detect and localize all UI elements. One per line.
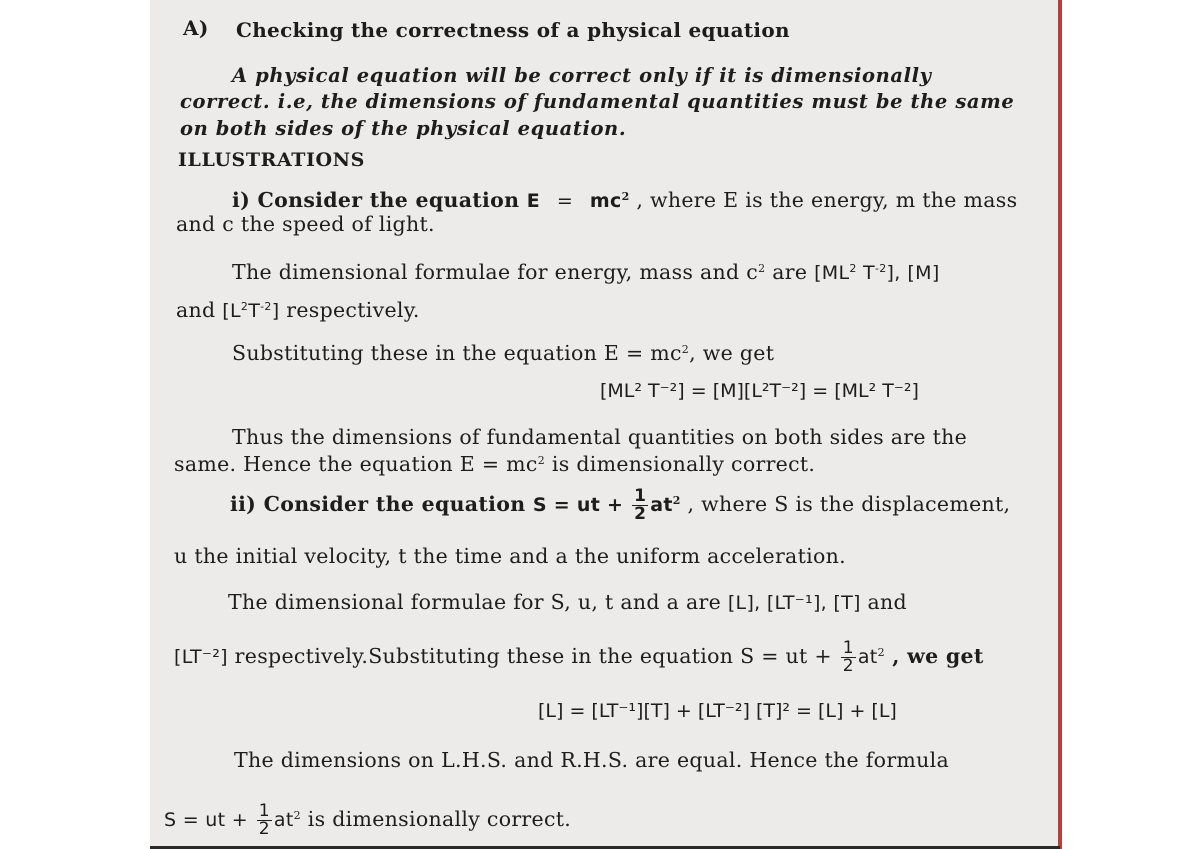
illustrations-heading: ILLUSTRATIONS [178, 149, 365, 171]
section-title: Checking the correctness of a physical equation [236, 18, 790, 42]
ex1-dim-c [222, 300, 279, 322]
ex2-dim-line [228, 590, 907, 614]
ex2-line-2: u the initial velocity, t the time and a the uniform acceleration. [174, 544, 846, 568]
ex1-dim-energy-end: ], [886, 262, 901, 284]
ex1-c-exp: 2 [758, 262, 766, 275]
ex2-subst-end: at [857, 646, 878, 668]
ex1-dim-c-end: ] [271, 300, 280, 322]
ex1-line-1 [232, 188, 1017, 212]
ex1-eq-sign: = [556, 190, 574, 212]
ex1-line-2: and c the speed of light. [176, 212, 435, 236]
ex2-eq-start: S = ut + [532, 494, 624, 516]
ex1-conclusion-2b: is dimensionally correct. [545, 452, 816, 476]
ex2-substituting [174, 640, 984, 675]
ex2-dim-a: [LT⁻²] [174, 646, 228, 668]
section-label: A) [183, 16, 209, 40]
ex1-dim-energy [814, 262, 901, 284]
ex2-final-text: is dimensionally correct. [300, 807, 572, 831]
ex2-eq-exp: 2 [672, 494, 681, 507]
ex2-we-get: , we get [884, 644, 984, 668]
ex1-intro-tail: , where E is the energy, m the mass [636, 188, 1018, 212]
ex2-result-equation: [L] = [LT⁻¹][T] + [LT⁻²] [T]² = [L] + [L] [538, 700, 897, 722]
ex2-subst-exp: 2 [877, 646, 885, 659]
ex2-final-end: at [273, 809, 294, 831]
ex1-dim-line [232, 260, 940, 284]
ex1-substituting [232, 341, 774, 365]
ex2-subst-frac-num: 1 [842, 638, 854, 658]
ex2-half-fraction [632, 488, 648, 523]
ex2-conclusion-1: The dimensions on L.H.S. and R.H.S. are equal. Hence the formula [234, 748, 950, 772]
ex1-conclusion-exp: 2 [537, 454, 546, 467]
ex2-dim-values: [L], [LT⁻¹], [T] [727, 592, 861, 614]
ex1-respectively: respectively. [279, 298, 420, 322]
ex2-and: and [860, 590, 907, 614]
ex2-subst-frac-den: 2 [842, 656, 854, 676]
ex1-dim-c-t: T [248, 300, 261, 322]
statement-line-3: on both sides of the physical equation. [180, 117, 627, 140]
ex1-dim-c-t-exp: -2 [260, 300, 272, 313]
ex1-dim-line-2 [176, 298, 420, 322]
ex2-intro [230, 488, 1010, 523]
ex1-result-equation: [ML² T⁻²] = [M][L²T⁻²] = [ML² T⁻²] [600, 380, 919, 402]
ex1-intro: i) Consider the equation [232, 188, 527, 212]
ex1-subst-exp: 2 [681, 343, 690, 356]
ex1-eq-rhs: mc [589, 190, 622, 212]
ex2-final-fraction [257, 803, 272, 838]
ex1-and: and [176, 298, 216, 322]
ex2-final-eq: S = ut + [164, 809, 248, 831]
ex1-conclusion-2a: same. Hence the equation E = mc [174, 452, 538, 476]
ex2-final-line [164, 803, 571, 838]
ex1-eq-exp: 2 [621, 190, 630, 203]
ex2-subst-fraction [841, 640, 856, 675]
ex1-dim-c-a: [L [222, 300, 241, 322]
ex1-dim-energy-l-exp: 2 [849, 262, 857, 275]
ex1-subst-text: Substituting these in the equation E = mc [232, 341, 682, 365]
ex2-subst-text: respectively.Substituting these in the equation S = ut + [227, 644, 832, 668]
statement-line-1: A physical equation will be correct only if it is dimensionally [232, 64, 932, 87]
ex2-intro-a: ii) Consider the equation [230, 492, 533, 516]
ex2-final-frac-num: 1 [258, 801, 270, 821]
ex2-final-frac-den: 2 [258, 819, 270, 839]
ex1-dim-mass: [M] [907, 262, 940, 284]
ex1-dim-c-l-exp: 2 [240, 300, 249, 313]
statement-line-2: correct. i.e, the dimensions of fundamental quantities must be the same [180, 90, 1015, 113]
ex1-dim-energy-t-exp: -2 [874, 262, 887, 275]
ex1-eq-lhs: E [526, 190, 541, 212]
ex1-conclusion-1: Thus the dimensions of fundamental quantities on both sides are the [232, 425, 968, 449]
ex1-are: are [765, 260, 815, 284]
ex1-dim-text: The dimensional formulae for energy, mass and c [232, 260, 759, 284]
page-edge-red-line [1058, 0, 1062, 849]
ex2-frac-num: 1 [634, 486, 647, 506]
ex1-dim-energy-a: [ML [814, 262, 850, 284]
ex1-dim-energy-t: T [856, 262, 875, 284]
ex1-conclusion-2 [174, 452, 815, 476]
ex1-we-get: , we get [689, 341, 775, 365]
ex2-eq-end: at [650, 494, 673, 516]
ex2-dim-text: The dimensional formulae for S, u, t and a are [228, 590, 728, 614]
ex2-intro-b: , where S is the displacement, [687, 492, 1011, 516]
ex2-final-exp: 2 [293, 809, 301, 822]
ex2-frac-den: 2 [634, 504, 647, 524]
